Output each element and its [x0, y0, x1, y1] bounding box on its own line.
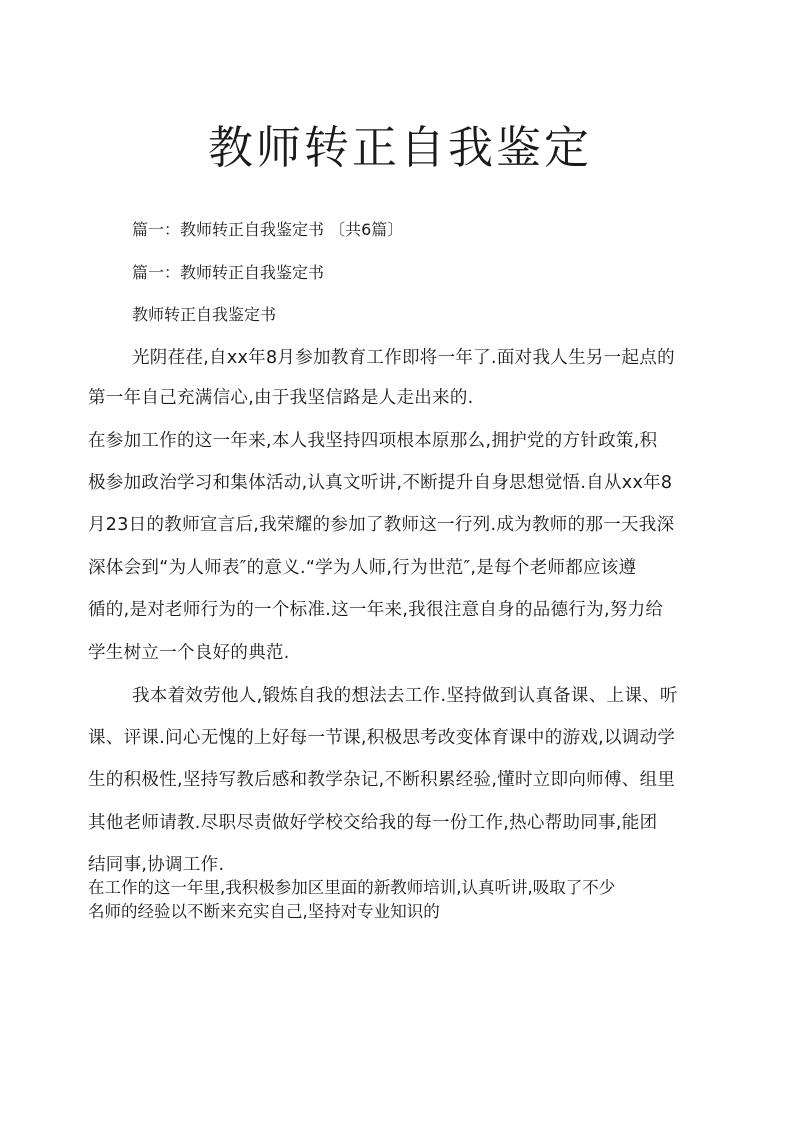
paragraph-line: 结同事,协调工作.: [88, 855, 225, 875]
paragraph-line: 学生树立一个良好的典范.: [88, 643, 290, 663]
paragraph-line: 极参加政治学习和集体活动,认真文听讲,不断提升自身思想觉悟.自从xx年8: [88, 473, 673, 493]
paragraph-line: 生的积极性,坚持写教后感和教学杂记,不断积累经验,懂时立即向师傅、组里: [88, 770, 676, 790]
document-title: 教师转正自我鉴定: [207, 121, 592, 174]
paragraph-line: 在参加工作的这一年来,本人我坚持四项根本原那么,拥护党的方针政策,积: [88, 431, 658, 451]
paragraph-line: 第一年自己充满信心,由于我坚信路是人走出来的.: [88, 388, 474, 408]
paragraph-line: 月23日的教师宣言后,我荣耀的参加了教师这一行列.成为教师的那一天我深: [88, 515, 675, 535]
paragraph-line: 课、评课.问心无愧的上好每一节课,积极思考改变体育课中的游戏,以调动学: [88, 728, 676, 748]
paragraph-line: 名师的经验以不断来充实自己,坚持对专业知识的: [88, 902, 440, 921]
paragraph-line: 在工作的这一年里,我积极参加区里面的新教师培训,认真听讲,吸取了不少: [88, 878, 616, 897]
paragraph-line: 我本着效劳他人,锻炼自我的想法去工作.坚持做到认真备课、上课、听: [132, 686, 678, 706]
subheading-3: 教师转正自我鉴定书: [132, 305, 277, 324]
subheading-2: 篇一：教师转正自我鉴定书: [132, 263, 325, 282]
paragraph-line: 其他老师请教.尽职尽责做好学校交给我的每一份工作,热心帮助同事,能团: [88, 813, 658, 833]
subheading-1: 篇一：教师转正自我鉴定书 〔共6篇〕: [132, 220, 404, 239]
paragraph-line: 光阴荏荏,自xx年8月参加教育工作即将一年了.面对我人生另一起点的: [132, 348, 675, 368]
paragraph-line: 深体会到“为人师表″的意义.“学为人师,行为世范″,是每个老师都应该遵: [88, 558, 637, 578]
paragraph-line: 循的,是对老师行为的一个标准.这一年来,我很注意自身的品德行为,努力给: [88, 600, 664, 620]
